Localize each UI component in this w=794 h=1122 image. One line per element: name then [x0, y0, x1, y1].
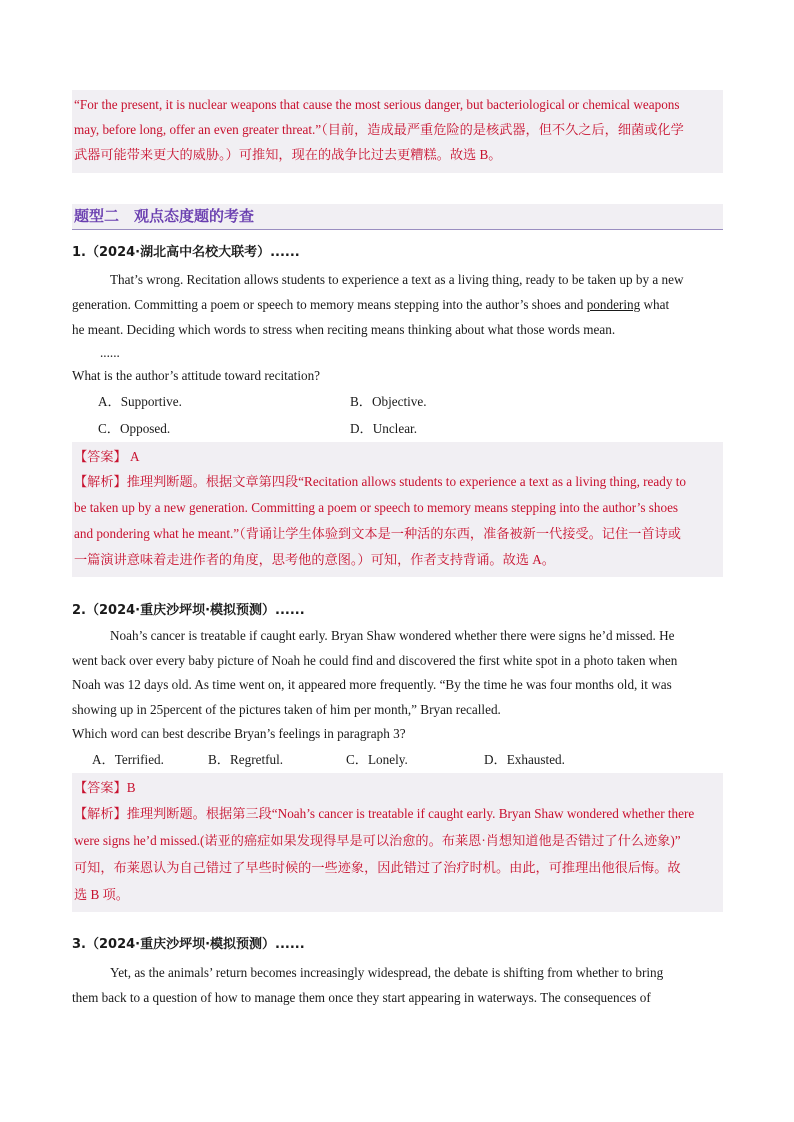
question-text: What is the author’s attitude toward recitation?: [72, 368, 321, 383]
question-title: 1.（2024·湖北高中名校大联考）......: [72, 245, 300, 260]
option-c: C．Opposed.: [98, 421, 171, 436]
question-1: [72, 242, 723, 577]
question-title: 2.（2024·重庆沙坪坝·模拟预测）......: [72, 603, 305, 618]
analysis-tag: 【解析】: [74, 474, 127, 489]
passage-line: went back over every baby picture of Noah he could find and discovered the first white spot in a photo taken when: [72, 652, 678, 668]
analysis-tag: 【解析】: [74, 806, 127, 821]
analysis-line: may, before long, offer an even greater threat.”（目前，造成最严重危险的是核武器，但不久之后，细菌或化学: [74, 122, 684, 137]
analysis-line: were signs he’d missed.(诺亚的癌症如果发现得早是可以治愈的。布莱恩·肖想知道他是否错过了什么迹象)”: [74, 833, 681, 848]
section-title: 题型二 观点态度题的考查: [74, 207, 255, 225]
passage-line: them back to a question of how to manage them once they start appearing in waterways. The consequences of: [72, 990, 651, 1005]
section-header: [72, 204, 723, 230]
option-b: B．Regretful.: [208, 752, 284, 767]
analysis-line: 武器可能带来更大的威胁。）可推知，现在的战争比过去更糟糕。故选 B。: [74, 147, 502, 162]
passage-line: generation. Committing a poem or speech to memory means stepping into the author’s shoes and pondering what: [72, 297, 670, 312]
passage-line: showing up in 25percent of the pictures taken of him per month,” Bryan recalled.: [72, 701, 501, 717]
passage-line: That’s wrong. Recitation allows students to experience a text as a living thing, ready to be taken up by a new: [110, 272, 684, 287]
analysis-line: 可知，布莱恩认为自己错过了早些时候的一些迹象，因此错过了治疗时机。由此，可推理出他很后悔。故: [74, 860, 681, 875]
passage-line: Noah’s cancer is treatable if caught early. Bryan Shaw wondered whether there were signs he’d missed. He: [110, 628, 675, 643]
option-d: D．Unclear.: [350, 421, 418, 436]
underlined-word: pondering: [586, 297, 641, 312]
option-a: A．Terrified.: [92, 752, 164, 767]
answer-value: B: [126, 780, 136, 795]
answer-value: A: [126, 449, 140, 464]
analysis-line: 【解析】推理判断题。根据文章第四段“Recitation allows students to experience a text as a living thing, ready to: [74, 474, 687, 489]
analysis-line: be taken up by a new generation. Committing a poem or speech to memory means stepping into the author’s shoes: [74, 500, 679, 515]
option-d: D．Exhausted.: [484, 752, 565, 767]
option-c: C．Lonely.: [346, 752, 408, 767]
answer-tag: 【答案】: [74, 449, 127, 464]
answer-tag: 【答案】: [74, 780, 127, 795]
analysis-continuation: [72, 90, 723, 173]
analysis-line: “For the present, it is nuclear weapons that cause the most serious danger, but bacteriological or chemical weapons: [74, 97, 680, 112]
analysis-line: and pondering what he meant.”（背诵让学生体验到文本是一种活的东西，准备被新一代接受。记住一首诗或: [74, 526, 681, 541]
passage-line: Yet, as the animals’ return becomes increasingly widespread, the debate is shifting from whether to bring: [110, 965, 664, 980]
question-title: 3.（2024·重庆沙坪坝·模拟预测）......: [72, 937, 305, 952]
analysis-line: 【解析】推理判断题。根据第三段“Noah’s cancer is treatable if caught early. Bryan Shaw wondered whether there: [74, 806, 695, 821]
analysis-line: 选 B 项。: [74, 887, 129, 902]
ellipsis: ......: [100, 345, 120, 360]
option-a: A．Supportive.: [98, 394, 182, 409]
question-2: [72, 600, 723, 912]
answer-line: [74, 775, 721, 800]
answer-block: [72, 442, 723, 577]
passage-line: Noah was 12 days old. As time went on, it appeared more frequently. “By the time he was four months old, it was: [72, 677, 672, 692]
passage-line: he meant. Deciding which words to stress when reciting means thinking about what those words mean.: [72, 322, 616, 337]
analysis-line: 一篇演讲意味着走进作者的角度，思考他的意图。）可知，作者支持背诵。故选 A。: [74, 552, 555, 567]
option-b: B．Objective.: [350, 394, 427, 409]
answer-block: [72, 773, 723, 912]
answer-line: [74, 444, 721, 469]
question-3: [72, 934, 723, 1010]
question-text: Which word can best describe Bryan’s feelings in paragraph 3?: [72, 726, 406, 741]
